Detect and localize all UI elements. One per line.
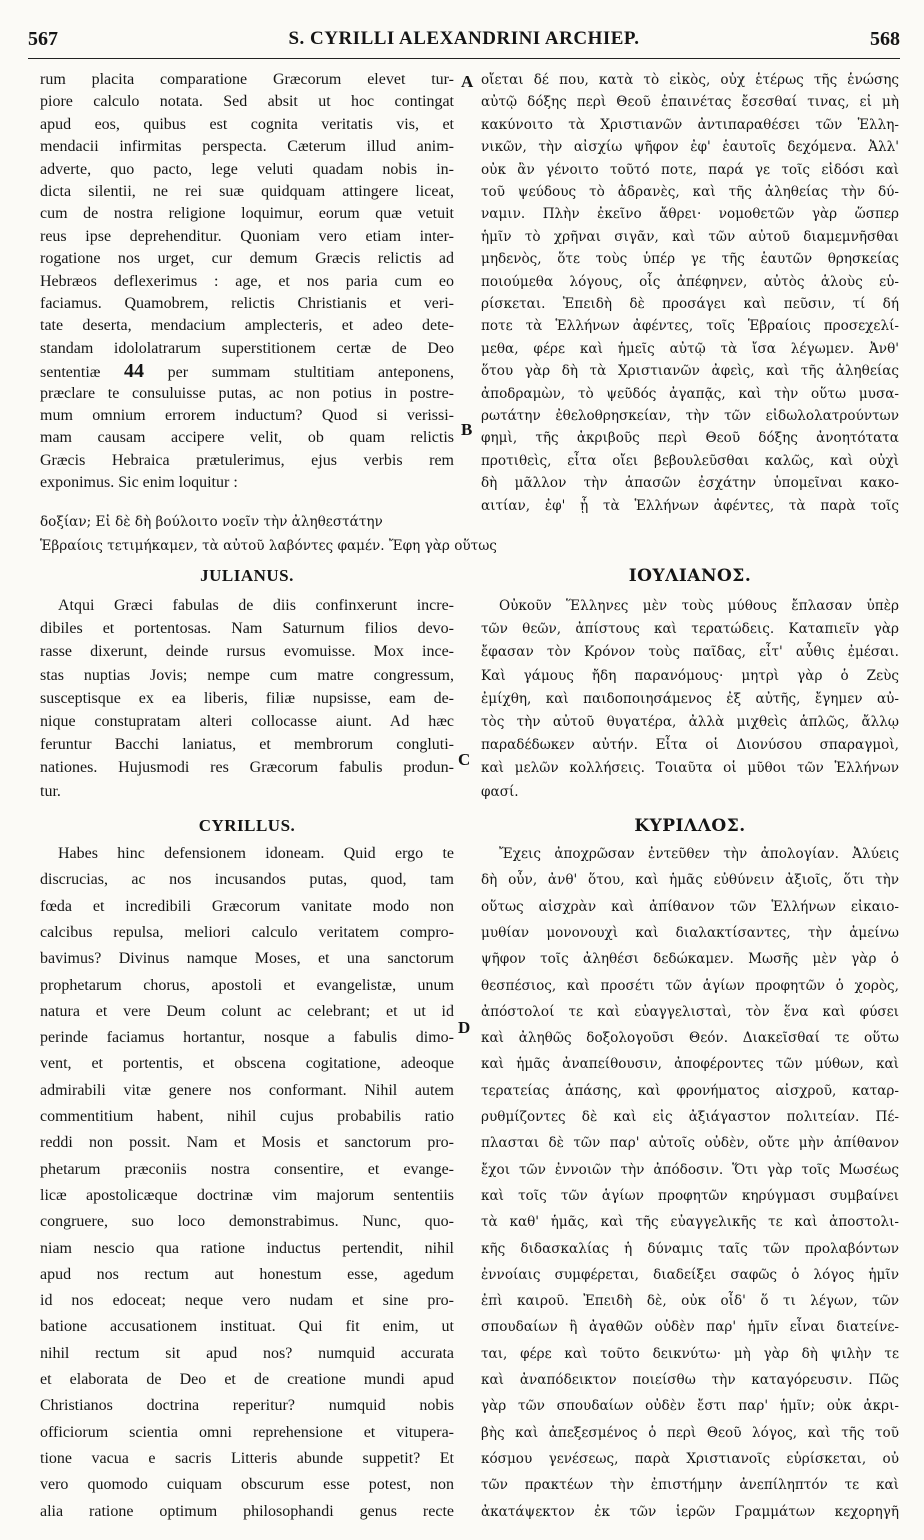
page-number-right: 568 xyxy=(870,28,900,50)
greek-line: ρωτάτην ἐθελοθρησκείαν, τὴν τῶν εἰδωλολατρούντων xyxy=(481,408,899,424)
latin-line: tur. xyxy=(40,782,61,800)
greek-line: ἡμῖν τὸ χρῆναι σιγᾶν, καὶ τῶν αὐτοῦ διαμεμνῆσθαι xyxy=(481,228,899,245)
greek-line: ρίσκεται. Ἐπειδὴ δὲ προσάγει καὶ πεῦσιν, τί δή xyxy=(481,296,899,312)
page-number-left: 567 xyxy=(28,28,58,50)
greek-line: ὅτου γὰρ δὴ τὰ Χριστιανῶν ἀφεὶς, καὶ τῆς ἀληθείας xyxy=(481,363,899,380)
latin-line: feruntur Bacchi laniatus, et membrorum congluti- xyxy=(40,736,454,754)
greek-line: θεσπέσιος, καὶ προσέτι τῶν ἁγίων προφητῶν ὁ χορὸς, xyxy=(481,977,899,994)
latin-line: bavimus? Divinus namque Moses, et una sanctorum xyxy=(40,950,454,968)
running-header xyxy=(28,28,900,59)
heading-kyrillos: ΚΥΡΙΛΛΟΣ. xyxy=(634,816,746,836)
latin-line: alia ratione optimum philosophandi genus recte xyxy=(40,1502,454,1520)
latin-line: rum placita comparatione Græcorum elevet tur- xyxy=(40,71,454,88)
greek-line: παραδέδωκεν αὐτήν. Εἶτα οἱ Διονύσου σπαραγμοὶ, xyxy=(481,737,899,754)
greek-line: φασί. xyxy=(481,783,519,800)
greek-line: τερατείας ἁπάσης, καὶ φρονήματος αἰσχροῦ, καταρ- xyxy=(481,1082,899,1099)
heading-julianus: JULIANUS. xyxy=(200,566,294,585)
latin-line: Habes hinc defensionem idoneam. Quid ergo te xyxy=(58,845,454,862)
latin-line: prophetarum chorus, apostoli et evangelistæ, unum xyxy=(40,976,454,994)
latin-line: faciamus. Quamobrem, relictis Christianis et veri- xyxy=(40,295,454,312)
greek-line: πλασται δὲ τῶν παρ' αὐτοῖς οὐδὲν, οὔτε μὴν ἀπίθανον xyxy=(481,1135,899,1152)
latin-line: tate deserta, mendacium amplecteris, et adeo dete- xyxy=(40,317,454,335)
greek-line: προτιθεὶς, εἶτα οἴει βεβουλεῦσθαι καλῶς, καὶ οὐχὶ xyxy=(481,452,899,469)
latin-line: Græcis Hebraica prætulerimus, ejus verbis rem xyxy=(40,451,454,469)
latin-line: adverte, quo pacto, lege veluti quadam nobis in- xyxy=(40,160,454,178)
greek-line: σπουδαίων ἢ ἀγαθῶν οὐδὲν παρ' ἡμῖν εἶναι διατείνε- xyxy=(481,1319,899,1336)
greek-line: τῶν θεῶν, ἀπίστους καὶ τερατώδεις. Καταπιεῖν γὰρ xyxy=(481,621,899,638)
latin-line: nationes. Hujusmodi res Græcorum fabulis produn- xyxy=(40,759,454,777)
greek-line: αιτίαν, ἐφ' ᾗ τὰ Ἑλλήνων ἀφέντες, τὰ παρὰ τοῖς xyxy=(481,497,899,514)
latin-line: congruere, suo loco demonstrabimus. Nunc, quo- xyxy=(40,1213,454,1231)
greek-line: κόσμου γενέσεως, παρὰ Χριστιανοῖς εὑρίσκεται, οὐ xyxy=(481,1450,899,1467)
greek-line: τοῦ ψεύδους τὸ ἀδρανὲς, καὶ τῆς ἀληθείας τὴν δύ- xyxy=(481,184,899,200)
latin-line: standam idololatrarum superstitionem certæ de Deo xyxy=(40,339,454,357)
greek-line: ἔφασαν τὸν Κρόνον τοὺς παῖδας, εἶτ' αὖθις ἐμέσαι. xyxy=(481,644,899,661)
greek-line: τὰ καθ' ἡμᾶς, καὶ τῆς εὐαγγελικῆς τε καὶ ἀποστολι- xyxy=(481,1214,899,1231)
latin-line: dibiles et portentosas. Nam Saturnum filios devo- xyxy=(40,620,454,638)
greek-line: ται, φέρε καὶ τοῦτο δεικνύτω· μὴ γὰρ δὴ ψιλὴν τε xyxy=(481,1345,899,1362)
latin-line: Christianos doctrina reperitur? numquid nobis xyxy=(40,1397,454,1415)
latin-line: discrucias, ac nos incusandos putas, quod, tam xyxy=(40,871,454,889)
greek-line: Καὶ γάμους ἤδη παρανόμους· μητρὶ γὰρ ὁ Ζεὺς xyxy=(481,667,899,684)
latin-line: vero quomodo cuiquam obscurum esse potest, non xyxy=(40,1476,454,1494)
latin-line: officiorum scientia omni reprehensione et vitupera- xyxy=(40,1423,454,1441)
latin-line: natura et vere Deum colunt ac celebrant; et ut id xyxy=(40,1002,454,1020)
latin-line: calcibus repulsa, meliori calculo veritatem compro- xyxy=(40,923,454,941)
greek-line: τῶν πρακτέων τὴν ἐπιστήμην ἀνεπίληπτόν τε καὶ xyxy=(481,1477,899,1494)
latin-line-rest: per summam stultitiam anteponens, xyxy=(167,364,454,382)
greek-line: καὶ μελῶν κολλήσεις. Τοιαῦτα οἱ μῦθοι τῶν Ἑλλήνων xyxy=(481,760,899,777)
greek-line: ἀποδραμὼν, τὸ ψεῦδός ἀγαπᾷς, καὶ τὴν οὕτω μυσα- xyxy=(481,385,899,402)
latin-line: reus ipse deprehenditur. Quoniam vero etiam inter- xyxy=(40,227,454,245)
latin-line: batione accusationem instituat. Qui fit enim, ut xyxy=(40,1318,454,1336)
latin-line: cum de nostra religione loquimur, eorum quæ vetuit xyxy=(40,205,454,223)
section-marker-b: B xyxy=(461,420,473,439)
greek-line: ποτε τὰ Ἑλλήνων ἀφέντες, τοῖς Ἑβραίοις προσεχελί- xyxy=(481,318,899,335)
latin-line: Hebræos deflexerimus : age, et nos paria cum eo xyxy=(40,272,454,290)
running-head-title: S. CYRILLI ALEXANDRINI ARCHIEP. xyxy=(288,28,640,49)
latin-line-prefix: sententiæ xyxy=(40,364,101,382)
latin-line: phetarum præconiis nostra consentire, et evange- xyxy=(40,1160,454,1178)
latin-line: mendacii infirmitas perspecta. Cæterum illud anim- xyxy=(40,138,454,156)
latin-line: stas nuptias Jovis; nempe cum matre congressum, xyxy=(40,666,454,684)
greek-fragment-line: δοξίαν; Εἰ δὲ δὴ βούλοιτο νοεῖν τὴν ἀληθεστάτην xyxy=(40,514,383,530)
section-marker-d: D xyxy=(458,1018,471,1037)
margin-column-number: 44 xyxy=(124,360,145,383)
greek-line: ἐννοίαις συμφέρεται, διαδείξει σαφῶς ὁ λόγος ἡμῖν xyxy=(481,1266,899,1283)
latin-line xyxy=(40,362,454,382)
latin-line: rasse dixerunt, deinde rursus evomuisse. Mox ince- xyxy=(40,643,454,661)
greek-line: τὸς τὴν αὐτοῦ θυγατέρα, ἀλλὰ μιχθεὶς ἁπλῶς, ἄλλῳ xyxy=(481,714,899,730)
greek-line: φημὶ, τῆς ἀκριβοῦς περὶ Θεοῦ δόξης ἀνοητότατα xyxy=(481,430,899,447)
greek-line: ποιούμεθα λόγους, οἷς ἀπέφηνεν, αὐτὸς ἁλοὺς εὑ- xyxy=(481,273,899,290)
greek-line: Ἔχεις ἀποχρῶσαν ἐντεῦθεν τὴν ἀπολογίαν. Ἀλύεις xyxy=(499,846,899,862)
greek-fragment-line: Ἑβραίοις τετιμήκαμεν, τὰ αὐτοῦ λαβόντες φαμέν. Ἔφη γὰρ οὕτως xyxy=(40,538,497,554)
greek-line: δὴ μᾶλλον τὴν ἁπασῶν ἐσχάτην ὑπομεῖναι κακο- xyxy=(481,475,899,492)
greek-line: ψῆφον τοῖς ἀληθέσι δεδώκαμεν. Μωσῆς μὲν γὰρ ὁ xyxy=(481,951,899,968)
greek-line: καὶ ἀληθῶς δοξολογοῦσι Θεόν. Διακεῖσθαί τε οὕτω xyxy=(481,1030,899,1047)
greek-line: ἀπόστολοί τε καὶ εὐαγγελισταὶ, τὸν ἕνα καὶ φύσει xyxy=(481,1003,899,1020)
greek-line: νικῶν, τὴν αἰσχίω ψῆφον ἐφ' ἑαυτοῖς δεχόμενα. Ἀλλ' xyxy=(481,139,899,156)
greek-line: οὐκ ἂν γένοιτο τοῦτό ποτε, παρά γε τοῖς εἰδόσι καὶ xyxy=(481,161,899,178)
latin-line: exponimus. Sic enim loquitur : xyxy=(40,474,238,492)
greek-line: μεθα, φέρε καὶ ἡμεῖς αὐτῷ τὰ ἴσα λέγωμεν. Ἀνθ' xyxy=(481,340,899,357)
greek-line: μηδενὸς, ὅτε τοὺς ὑπέρ γε τῆς ἑαυτῶν θρησκείας xyxy=(481,251,899,268)
greek-line: οἴεται δέ που, κατὰ τὸ εἰκὸς, οὐχ ἑτέρως τῆς ἑνώσης xyxy=(481,72,899,88)
latin-line: niam nescio qua ratione inductus pertendit, nihil xyxy=(40,1239,454,1257)
greek-line: μυθίαν μονονουχὶ καὶ διαλακτίσαντες, τὴν ἀμείνω xyxy=(481,924,899,941)
latin-line: susceptisque ex ea liberis, filiæ nupsisse, eam de- xyxy=(40,689,454,707)
latin-line: commentitium habent, nihil cujus probabilis ratio xyxy=(40,1108,454,1125)
greek-line: ἐμίχθη, καὶ παιδοποιησάμενος ἐξ αὐτῆς, ἔγημεν αὐ- xyxy=(481,690,899,707)
greek-line: οὕτως αἰσχρὰν καὶ ἀπίθανον τῶν Ἑλλήνων εἰκαιο- xyxy=(481,898,899,915)
greek-line: αὐτῷ δόξης περὶ Θεοῦ ἐπαινέτας ἔσεσθαί τινας, εἰ μὴ xyxy=(481,94,899,111)
greek-line: καὶ τοῖς τῶν ἁγίων προφητῶν κηρύγμασι συμβαίνει xyxy=(481,1187,899,1204)
latin-line: reddi non possit. Nam et Mosis et sanctorum pro- xyxy=(40,1134,454,1152)
latin-line: mam causam accipere velit, ob quam relictis xyxy=(40,429,454,447)
greek-line: κακύνοιτο τὰ Χριστιανῶν ἀντιπαραθέσει τῶν Ἑλλη- xyxy=(481,116,899,133)
latin-line: licæ apostolicæque doctrinæ vim majorum sententiis xyxy=(40,1186,454,1204)
latin-line: nique constupratam alteri collocasse aiunt. Ad hæc xyxy=(40,713,454,730)
greek-line: καὶ ἀναπόδεικτον ποιείσθω τὴν καταγόρευσιν. Πῶς xyxy=(481,1372,899,1388)
latin-line: rogatione nos urget, cur demum Græcis relictis ad xyxy=(40,250,454,268)
latin-line: perinde faciamus hortantur, nosque a fabulis dimo- xyxy=(40,1029,454,1047)
latin-line: tione vacua e sacris Litteris abunde suppetit? Et xyxy=(40,1449,454,1467)
greek-line: βὴς καὶ ἀπεξεσμένος ὁ περὶ Θεοῦ λόγος, καὶ τῆς τοῦ xyxy=(481,1424,899,1441)
section-marker-a: A xyxy=(461,72,474,91)
greek-line: κῆς διδασκαλίας ἡ δύναμις ταῖς τῶν προλαβόντων xyxy=(481,1240,899,1257)
greek-line: καὶ ἡμᾶς ἀναπείθουσιν, ἀποφέροντες τῶν μύθων, καὶ xyxy=(481,1056,899,1073)
latin-line: fœda et incredibili Græcorum vanitate modo non xyxy=(40,897,454,915)
heading-cyrillus: CYRILLUS. xyxy=(198,816,296,835)
greek-line: ρυθμίζοντες δὲ καὶ εἰς ἀξιάγαστον πολιτείαν. Πέ- xyxy=(481,1109,899,1125)
greek-line: ἀκατάψεκτον ἐκ τῶν ἱερῶν Γραμμάτων κεχορηγῆ xyxy=(481,1503,899,1520)
latin-line: piore calculo notata. Sed absit ut hoc contingat xyxy=(40,93,454,111)
latin-line: Atqui Græci fabulas de diis confinxerunt incre- xyxy=(58,597,454,614)
latin-line: nihil rectum sit apud nos? numquid accurata xyxy=(40,1344,454,1362)
greek-line: δὴ οὖν, ἀνθ' ὅτου, καὶ ἡμᾶς εὐθύνειν ἀξιοῖς, ὅτι τὴν xyxy=(481,872,899,889)
latin-line: apud nos rectum aut honestum esse, agedum xyxy=(40,1265,454,1283)
latin-line: id nos edoceat; neque vero nudam et sine pro- xyxy=(40,1292,454,1310)
latin-line: vent, et portentis, et obscena cogitatione, adeoque xyxy=(40,1055,454,1073)
greek-line: ἐπὶ καιροῦ. Ἐπειδὴ δὲ, οὐκ οἶδ' ὅ τι λέγων, τῶν xyxy=(481,1293,899,1310)
greek-line: Οὐκοῦν Ἕλληνες μὲν τοὺς μύθους ἔπλασαν ὑπὲρ xyxy=(499,598,899,614)
latin-line: apud eos, quibus est cognita veritatis vis, et xyxy=(40,115,454,133)
heading-ioulianos: ΙΟΥΛΙΑΝΟΣ. xyxy=(628,566,752,586)
latin-line: dicta silentii, ne rei suæ quidquam attingere liceat, xyxy=(40,183,454,200)
latin-line: præclare te consuluisse putas, ac non potius in postre- xyxy=(40,384,454,402)
greek-line: ναμιν. Πλὴν ἐκεῖνο ἄθρει· νομοθετῶν γὰρ ὥσπερ xyxy=(481,206,899,223)
greek-line: ἔχοι τῶν ἐννοιῶν τὴν ἀπόδοσιν. Ὅτι γὰρ τοῖς Μωσέως xyxy=(481,1161,899,1178)
latin-line: et elaborata de Deo et de creatione mundi apud xyxy=(40,1371,454,1388)
latin-line: mum omnium errorem inductum? Quod si verissi- xyxy=(40,407,454,424)
greek-line: γὰρ τῶν σπουδαίων οὐδὲν ἔστι παρ' ἡμῖν; οὐκ ἀκρι- xyxy=(481,1398,899,1415)
latin-line: admirabili vitæ genere nos conformant. Nihil autem xyxy=(40,1081,454,1099)
section-marker-c: C xyxy=(458,750,471,769)
